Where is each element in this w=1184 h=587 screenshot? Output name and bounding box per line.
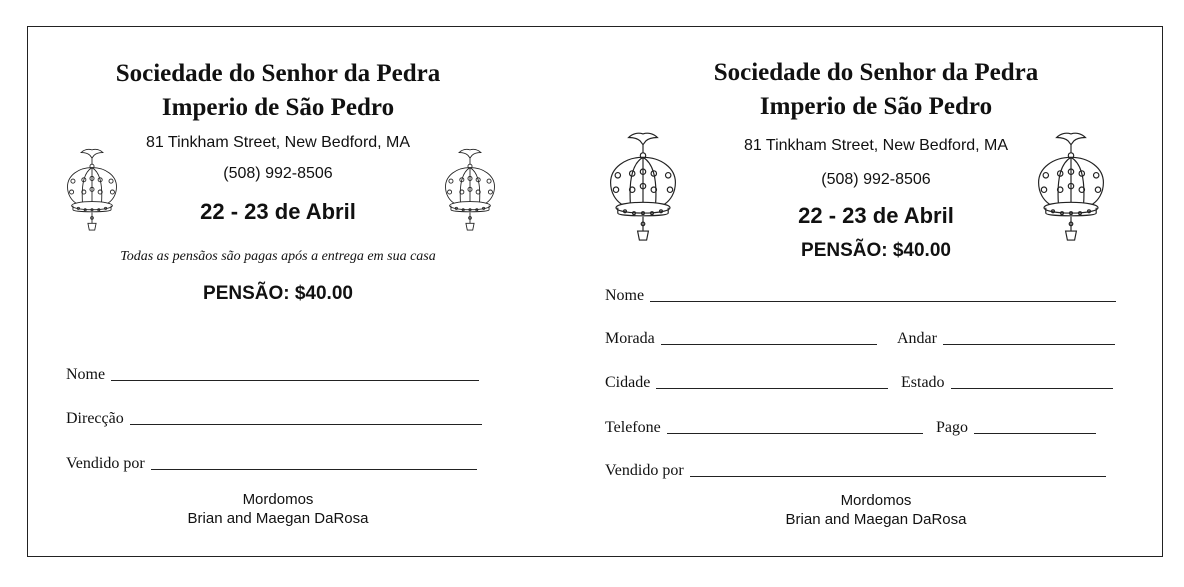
mordomos-label: Mordomos	[242, 491, 314, 508]
crown-icon	[1026, 127, 1116, 247]
mordomos-names: Brian and Maegan DaRosa	[187, 510, 369, 527]
vendido-line[interactable]	[690, 475, 1106, 477]
event-date: 22 - 23 de Abril	[200, 199, 356, 224]
estado-line[interactable]	[951, 387, 1113, 389]
address: 81 Tinkham Street, New Bedford, MA	[743, 137, 1009, 154]
pago-label: Pago	[936, 419, 968, 436]
nome-label: Nome	[605, 287, 645, 304]
telefone-line[interactable]	[667, 432, 923, 434]
imperio-title: Imperio de São Pedro	[161, 94, 395, 121]
nome-line[interactable]	[650, 300, 1116, 302]
phone: (508) 992-8506	[821, 171, 931, 188]
crown-icon	[58, 147, 126, 233]
payment-note: Todas as pensãos são pagas após a entrega em sua casa	[120, 249, 436, 264]
estado-label: Estado	[901, 374, 945, 391]
nome-field[interactable]	[605, 287, 1116, 305]
direccao-field[interactable]	[66, 410, 482, 428]
crown-icon	[598, 127, 688, 247]
imperio-title: Imperio de São Pedro	[759, 93, 993, 120]
nome-field[interactable]	[66, 366, 479, 384]
morada-label: Morada	[605, 330, 655, 347]
event-date: 22 - 23 de Abril	[798, 203, 954, 228]
telefone-field[interactable]	[605, 419, 923, 437]
pension-price: PENSÃO: $40.00	[203, 283, 353, 304]
organization-title: Sociedade do Senhor da Pedra	[115, 60, 441, 87]
vendido-field[interactable]	[605, 462, 1106, 480]
nome-label: Nome	[66, 366, 106, 383]
nome-line[interactable]	[111, 379, 479, 381]
vendido-line[interactable]	[151, 468, 477, 470]
pago-field[interactable]	[936, 419, 1096, 437]
telefone-label: Telefone	[605, 419, 661, 436]
direccao-line[interactable]	[130, 423, 482, 425]
pension-price: PENSÃO: $40.00	[801, 240, 951, 261]
mordomos-label: Mordomos	[840, 492, 912, 509]
vendido-label: Vendido por	[66, 455, 145, 472]
cidade-line[interactable]	[656, 387, 888, 389]
direccao-label: Direcção	[66, 410, 124, 427]
address: 81 Tinkham Street, New Bedford, MA	[145, 134, 411, 151]
vendido-field[interactable]	[66, 455, 477, 473]
left-stub	[28, 27, 528, 556]
andar-label: Andar	[897, 330, 937, 347]
pago-line[interactable]	[974, 432, 1096, 434]
pension-card	[27, 26, 1163, 557]
cidade-field[interactable]	[605, 374, 888, 392]
morada-field[interactable]	[605, 330, 877, 348]
morada-line[interactable]	[661, 343, 877, 345]
vendido-label: Vendido por	[605, 462, 684, 479]
phone: (508) 992-8506	[223, 165, 333, 182]
andar-line[interactable]	[943, 343, 1115, 345]
estado-field[interactable]	[901, 374, 1113, 392]
mordomos-names: Brian and Maegan DaRosa	[785, 511, 967, 528]
andar-field[interactable]	[897, 330, 1115, 348]
organization-title: Sociedade do Senhor da Pedra	[713, 59, 1039, 86]
crown-icon	[436, 147, 504, 233]
right-stub	[588, 27, 1164, 556]
cidade-label: Cidade	[605, 374, 651, 391]
